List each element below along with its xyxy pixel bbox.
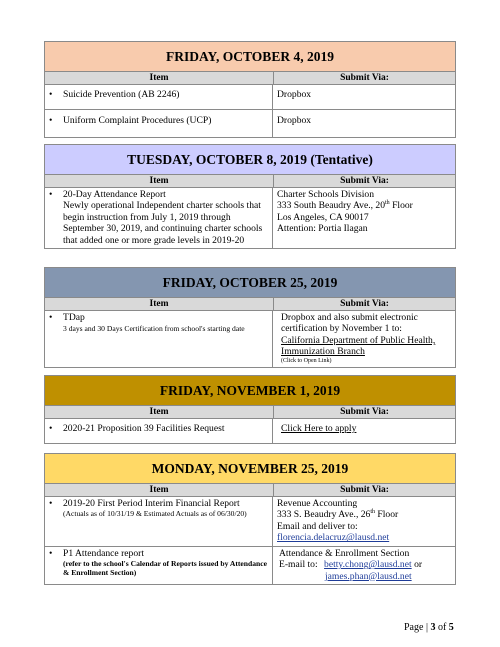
table-row	[45, 547, 455, 584]
submit-address: 333 South Beaudry Ave., 20th Floor	[277, 200, 413, 212]
submit-text: Dropbox and also submit electronic certification by November 1 to:	[281, 312, 418, 335]
bullet-icon: •	[49, 547, 53, 559]
submit-column-header: Submit Via:	[340, 485, 389, 495]
submit-line: Los Angeles, CA 90017	[277, 212, 369, 223]
submit-column-header: Submit Via:	[340, 176, 389, 186]
table-row	[45, 311, 455, 367]
submit-email-line: E-mail to: betty.chong@lausd.net or	[279, 559, 423, 571]
section-oct-8	[44, 144, 456, 249]
column-header-row	[45, 406, 455, 419]
submit-text: Dropbox	[277, 115, 312, 126]
bullet-icon: •	[49, 498, 53, 509]
item-title: 2019-20 First Period Interim Financial Report	[63, 498, 240, 509]
submit-line: Charter Schools Division	[277, 189, 374, 200]
apply-link[interactable]: Click Here to apply	[281, 423, 357, 434]
table-row	[45, 419, 455, 443]
submit-line: Attendance & Enrollment Section	[279, 547, 410, 559]
submit-column-header: Submit Via:	[340, 73, 389, 83]
table-row	[45, 110, 455, 137]
item-description: Newly operational Independent charter schools that begin instruction from July 1, 2019 through September 30, 2019, and continuing charter schools that added one or more grade levels in 2019-20	[63, 200, 263, 246]
section-oct-25	[44, 267, 456, 368]
item-column-header: Item	[45, 406, 274, 418]
submit-column-header: Submit Via:	[340, 299, 389, 309]
bullet-icon: •	[49, 189, 53, 200]
item-text: Suicide Prevention (AB 2246)	[63, 89, 180, 100]
column-header-row	[45, 175, 455, 188]
submit-line: Email and deliver to:	[277, 521, 358, 532]
cdph-link[interactable]: California Department of Public Health, Immunization Branch	[281, 334, 436, 358]
item-column-header: Item	[45, 484, 274, 496]
item-column-header: Item	[45, 175, 274, 187]
column-header-row	[45, 484, 455, 497]
bullet-icon: •	[49, 115, 53, 126]
item-description: (Actuals as of 10/31/19 & Estimated Actuals as of 06/30/20)	[63, 509, 247, 519]
table-row	[45, 188, 455, 248]
section-header: TUESDAY, OCTOBER 8, 2019 (Tentative)	[45, 145, 455, 175]
submit-text: Dropbox	[277, 89, 312, 100]
section-header: FRIDAY, NOVEMBER 1, 2019	[45, 376, 455, 406]
submit-column-header: Submit Via:	[340, 407, 389, 417]
submit-line: Attention: Portia Ilagan	[277, 223, 368, 235]
item-description: (refer to the school's Calendar of Reports issued by Attendance & Enrollment Section)	[63, 559, 267, 578]
section-header: FRIDAY, OCTOBER 4, 2019	[45, 42, 455, 72]
column-header-row	[45, 298, 455, 311]
table-row	[45, 497, 455, 547]
email-link[interactable]: betty.chong@lausd.net	[324, 559, 412, 571]
column-header-row	[45, 72, 455, 85]
table-row	[45, 85, 455, 110]
email-link[interactable]: florencia.delacruz@lausd.net	[277, 532, 390, 544]
item-column-header: Item	[45, 72, 274, 84]
section-header: MONDAY, NOVEMBER 25, 2019	[45, 454, 455, 484]
bullet-icon: •	[49, 423, 53, 434]
item-title: P1 Attendance report	[63, 547, 144, 559]
item-title: TDap	[63, 312, 85, 323]
section-oct-4	[44, 41, 456, 138]
item-description: 3 days and 30 Days Certification from school's starting date	[63, 324, 245, 334]
submit-address: 333 S. Beaudry Ave., 26th Floor	[277, 509, 399, 521]
page-footer: Page | 3 of 5	[404, 622, 454, 633]
bullet-icon: •	[49, 89, 53, 100]
item-text: 2020-21 Proposition 39 Facilities Request	[63, 423, 225, 434]
submit-line: Revenue Accounting	[277, 498, 358, 509]
item-text: Uniform Complaint Procedures (UCP)	[63, 115, 212, 126]
email-link[interactable]: james.phan@lausd.net	[325, 570, 412, 582]
section-nov-1	[44, 375, 456, 444]
item-title: 20-Day Attendance Report	[63, 189, 166, 200]
link-note: (Click to Open Link)	[281, 357, 332, 364]
bullet-icon: •	[49, 312, 53, 323]
item-column-header: Item	[45, 298, 274, 310]
section-nov-25	[44, 453, 456, 585]
section-header: FRIDAY, OCTOBER 25, 2019	[45, 268, 455, 298]
